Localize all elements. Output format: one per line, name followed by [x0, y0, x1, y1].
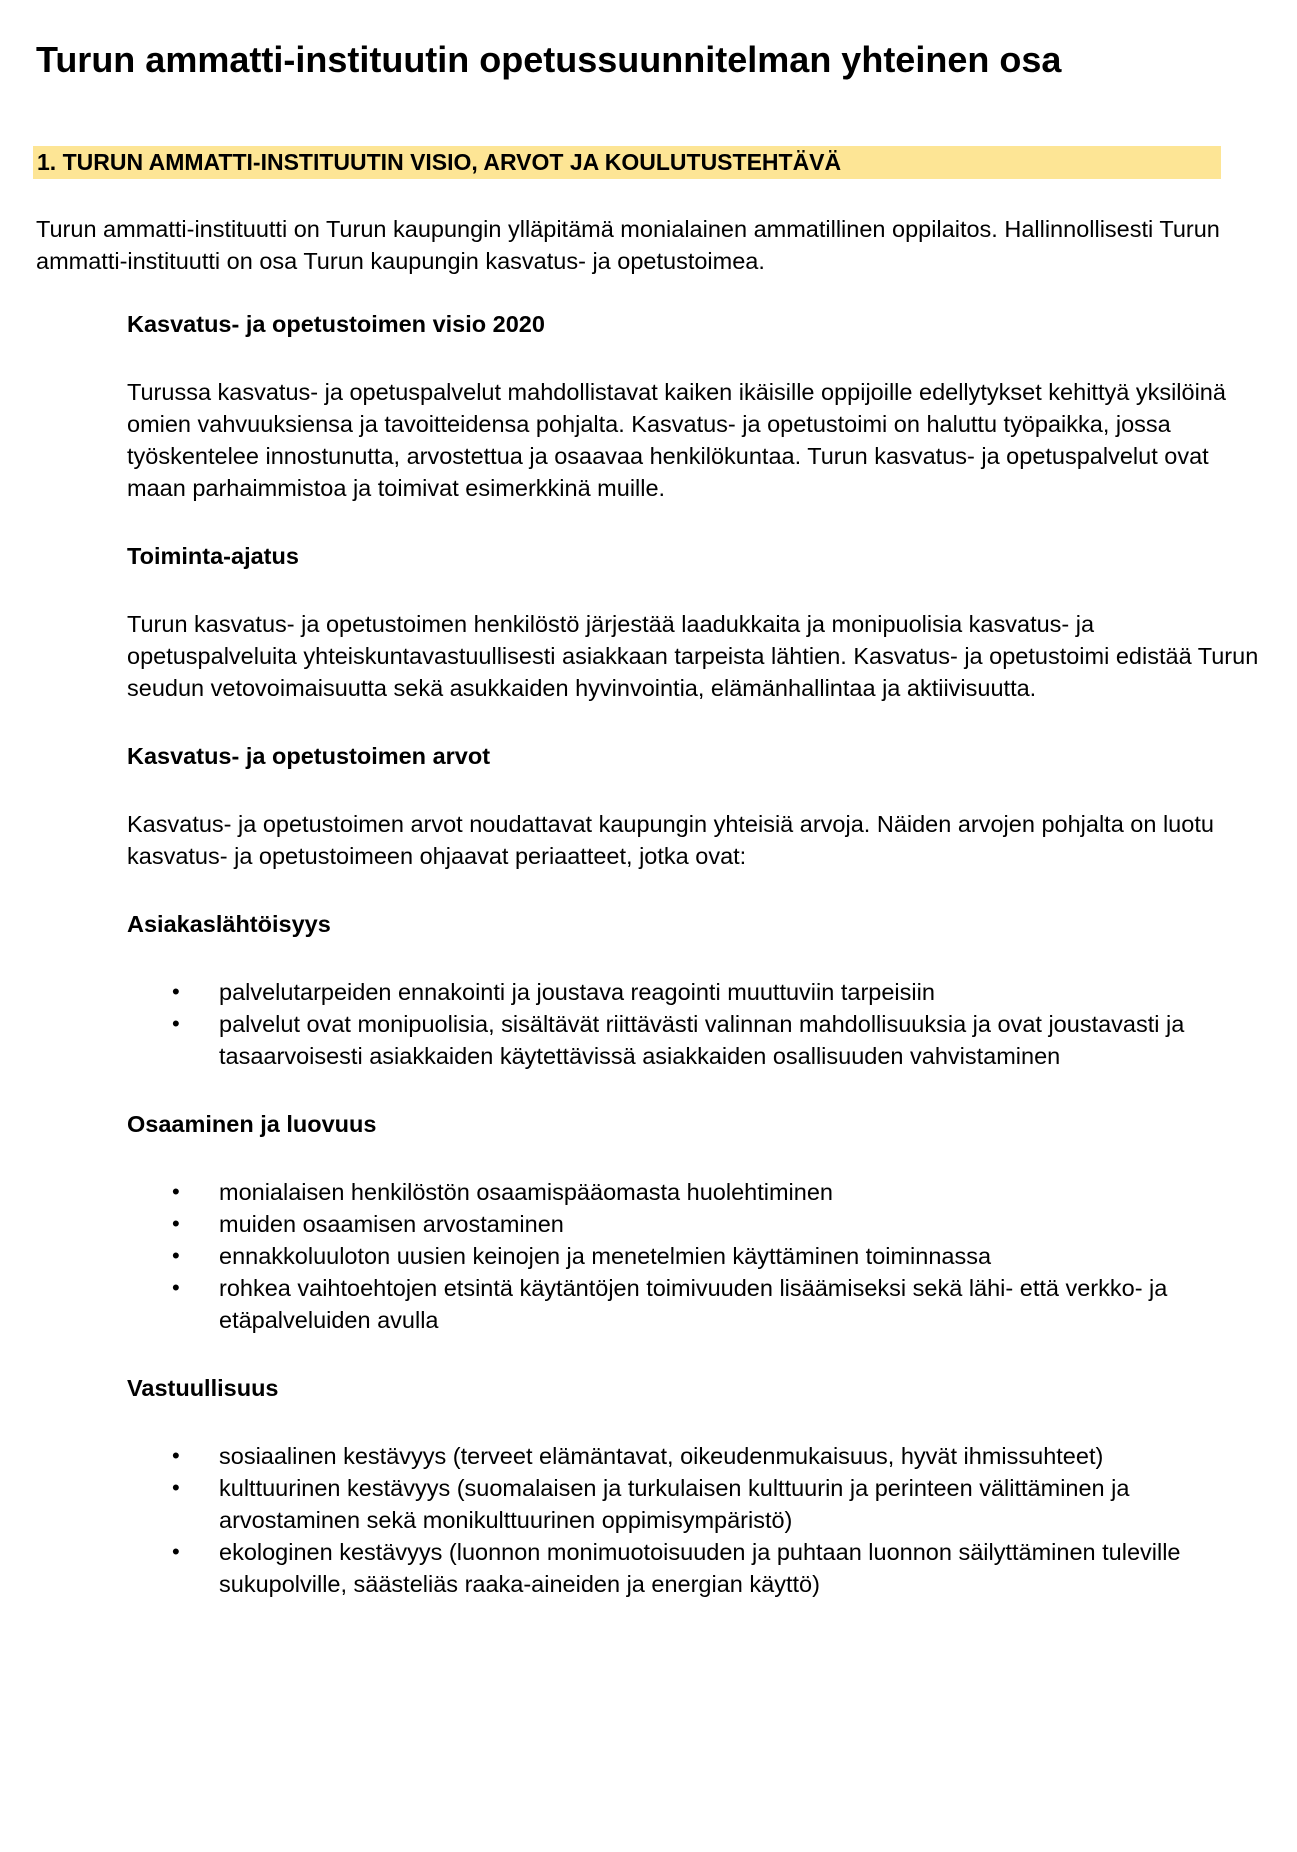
list-item-text: palvelutarpeiden ennakointi ja joustava reagointi muuttuviin tarpeisiin — [219, 979, 935, 1005]
bullet-icon: • — [172, 1539, 180, 1564]
list-item-text: kulttuurinen kestävyys (suomalaisen ja turkulaisen kulttuurin ja perinteen välittäminen ja arvostaminen sekä monikulttuurinen oppimisympäristö) — [219, 1475, 1130, 1533]
bullet-list-customer-orientation — [127, 976, 1262, 1072]
bullet-icon: • — [172, 1243, 180, 1268]
list-item — [127, 1440, 1262, 1472]
list-item-text: monialaisen henkilöstön osaamispääomasta huolehtiminen — [219, 1179, 833, 1205]
mission-paragraph: Turun kasvatus- ja opetustoimen henkilöstö järjestää laadukkaita ja monipuolisia kasvatus- ja opetuspalveluita yhteiskuntavastuullisesti asiakkaan tarpeista lähtien. Kasvatus- ja opetustoimi edistää Turun seudun vetovoimaisuutta sekä asukkaiden hyvinvointia, elämänhallintaa ja aktiivisuutta. — [127, 611, 1259, 701]
spacer — [127, 1140, 1262, 1176]
bullet-icon: • — [172, 1211, 180, 1236]
spacer — [127, 340, 1262, 376]
list-item-text: palvelut ovat monipuolisia, sisältävät riittävästi valinnan mahdollisuuksia ja ovat joustavasti ja tasaarvoisesti asiakkaiden käytettävissä asiakkaiden osallisuuden vahvistaminen — [219, 1011, 1185, 1069]
principle-heading-customer-orientation: Asiakaslähtöisyys — [127, 911, 331, 937]
spacer — [127, 872, 1262, 908]
principle-heading-responsibility: Vastuullisuus — [127, 1375, 279, 1401]
list-item — [127, 1536, 1262, 1600]
vision-heading: Kasvatus- ja opetustoimen visio 2020 — [127, 311, 545, 337]
principle-heading-competence-creativity: Osaaminen ja luovuus — [127, 1111, 377, 1137]
document-title: Turun ammatti-instituutin opetussuunnitelman yhteinen osa — [36, 39, 1062, 80]
section-heading-highlighted: 1. TURUN AMMATTI-INSTITUUTIN VISIO, ARVOT JA KOULUTUSTEHTÄVÄ — [33, 146, 1221, 179]
list-item-text: muiden osaamisen arvostaminen — [219, 1211, 564, 1237]
mission-heading: Toiminta-ajatus — [127, 543, 299, 569]
list-item-text: ennakkoluuloton uusien keinojen ja menetelmien käyttäminen toiminnassa — [219, 1243, 992, 1269]
list-item — [127, 1240, 1262, 1272]
values-paragraph: Kasvatus- ja opetustoimen arvot noudattavat kaupungin yhteisiä arvoja. Näiden arvojen pohjalta on luotu kasvatus- ja opetustoimeen ohjaavat periaatteet, jotka ovat: — [127, 811, 1214, 869]
spacer — [127, 1072, 1262, 1108]
spacer — [127, 1404, 1262, 1440]
intro-paragraph: Turun ammatti-instituutti on Turun kaupungin ylläpitämä monialainen ammatillinen oppilaitos. Hallinnollisesti Turun ammatti-instituutti on osa Turun kaupungin kasvatus- ja opetustoimea. — [36, 216, 1220, 274]
spacer — [127, 704, 1262, 740]
bullet-icon: • — [172, 1443, 180, 1468]
list-item-text: sosiaalinen kestävyys (terveet elämäntavat, oikeudenmukaisuus, hyvät ihmissuhteet) — [219, 1443, 1104, 1469]
list-item-text: rohkea vaihtoehtojen etsintä käytäntöjen toimivuuden lisäämiseksi sekä lähi- että verkko- ja etäpalveluiden avulla — [219, 1275, 1168, 1333]
bullet-icon: • — [172, 1011, 180, 1036]
spacer — [127, 1336, 1262, 1372]
list-item — [127, 1272, 1262, 1336]
bullet-icon: • — [172, 1275, 180, 1300]
document-body — [127, 308, 1262, 1600]
spacer — [127, 940, 1262, 976]
list-item — [127, 976, 1262, 1008]
spacer — [127, 504, 1262, 540]
bullet-list-responsibility — [127, 1440, 1262, 1600]
list-item-text: ekologinen kestävyys (luonnon monimuotoisuuden ja puhtaan luonnon säilyttäminen tuleville sukupolville, säästeliäs raaka-aineiden ja energian käyttö) — [219, 1539, 1181, 1597]
bullet-icon: • — [172, 1475, 180, 1500]
list-item — [127, 1472, 1262, 1536]
list-item — [127, 1008, 1262, 1072]
bullet-icon: • — [172, 979, 180, 1004]
list-item — [127, 1176, 1262, 1208]
vision-paragraph: Turussa kasvatus- ja opetuspalvelut mahdollistavat kaiken ikäisille oppijoille edellytykset kehittyä yksilöinä omien vahvuuksiensa ja tavoitteidensa pohjalta. Kasvatus- ja opetustoimi on haluttu työpaikka, jossa työskentelee innostunutta, arvostettua ja osaavaa henkilökuntaa. Turun kasvatus- ja opetuspalvelut ovat maan parhaimmistoa ja toimivat esimerkkinä muille. — [127, 379, 1226, 501]
values-heading: Kasvatus- ja opetustoimen arvot — [127, 743, 491, 769]
bullet-list-competence-creativity — [127, 1176, 1262, 1336]
list-item — [127, 1208, 1262, 1240]
spacer — [127, 572, 1262, 608]
bullet-icon: • — [172, 1179, 180, 1204]
spacer — [127, 772, 1262, 808]
